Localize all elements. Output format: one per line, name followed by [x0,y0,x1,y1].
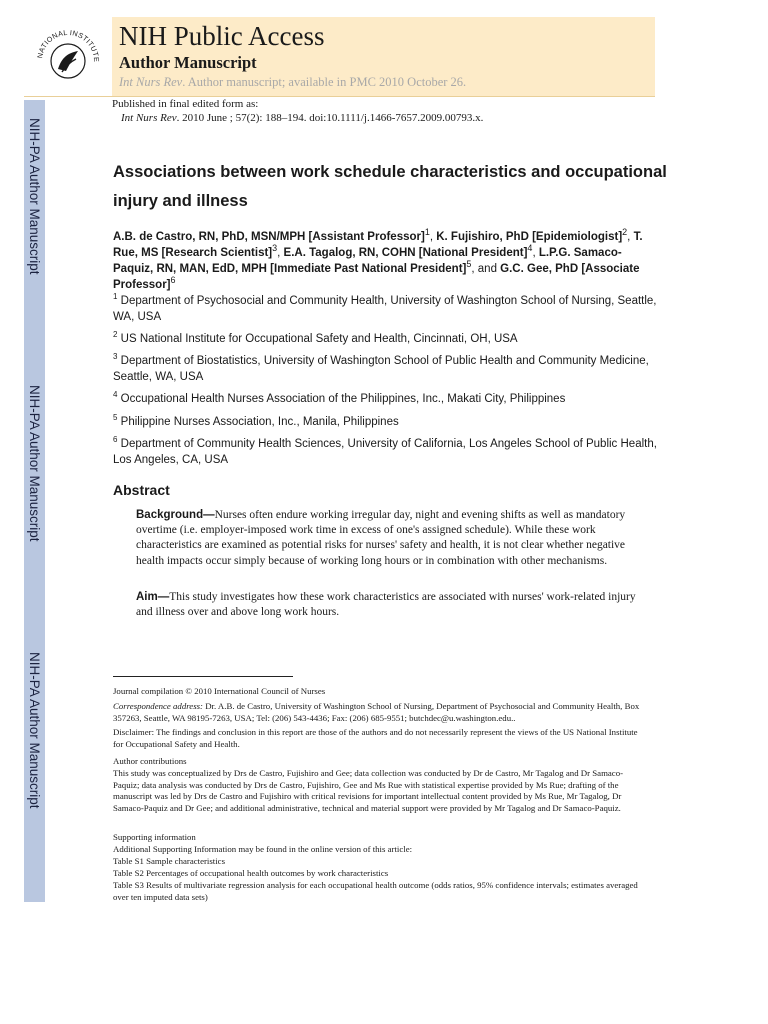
author-name: G.C. Gee, PhD [Associate Professor] [113,263,640,291]
affiliation-number: 6 [113,435,118,444]
author-list [113,229,661,293]
contributions-heading: Author contributions [113,756,187,766]
abstract-background [136,508,640,569]
footnote-divider [113,676,293,677]
author-affiliation-ref: 6 [170,275,176,286]
author-separator: , [532,247,539,259]
sidebar-label: NIH-PA Author Manuscript [27,117,42,275]
affiliation-text: Occupational Health Nurses Association of the Philippines, Inc., Makati City, Philippines [120,393,566,405]
correspondence [113,701,643,724]
author-affiliation-ref: 2 [622,227,628,238]
affiliation-text: Department of Community Health Sciences, University of California, Los Angeles School of Public Health, Los Angeles, CA, USA [113,438,657,466]
background-label: Background— [136,509,215,521]
contributions-text: This study was conceptualized by Drs de Castro, Fujishiro and Gee; data collection was conducted by Dr de Castro, Mr Tagalog and Dr Samaco-Paquiz; data analysis was conducted by Drs de Castro, Fujishiro, Gee and Ms Rue with statistical expertise provided by Ms Rue; drafting of the manuscript was led by Drs de Castro and Fujishiro with critical revisions for important intellectual content provided by Ms Rue, Mr Tagalog, Dr Samaco-Paquiz and Dr Gee; and additional administrative, technical and material support were provided by Mr Tagalog and Dr Samaco-Paquiz. [113,768,624,813]
published-label: Published in final edited form as: [112,98,259,110]
author-separator: , [429,231,437,243]
author-separator: , [277,247,284,259]
sidebar-label: NIH-PA Author Manuscript [27,384,42,542]
aim-text: This study investigates how these work characteristics are associated with nurses' work-related injury and illness over and above long work hours. [136,591,636,619]
author-name: E.A. Tagalog, RN, COHN [National President] [283,247,528,259]
author-name: A.B. de Castro, RN, PhD, MSN/MPH [Assistant Professor] [113,231,425,243]
affiliation [113,293,661,325]
journal-compilation: Journal compilation © 2010 International Council of Nurses [113,686,326,696]
affiliation-number: 3 [113,352,118,361]
author-affiliation-ref: 1 [424,227,430,238]
affiliation [113,414,661,430]
sidebar-label: NIH-PA Author Manuscript [27,651,42,809]
affiliation-text: Department of Biostatistics, University of Washington School of Public Health and Community Medicine, Seattle, WA, USA [113,355,649,383]
background-text: Nurses often endure working irregular day, night and evening shifts as well as mandatory overtime (i.e. employer-imposed work time in excess of one's assigned schedule). While these work characteristics are examined as potential risks for nurses' safety and health, it is not clear whether negative health impacts occur simply because of working long hours or in combination with other mechanisms. [136,509,626,567]
aim-label: Aim— [136,591,170,603]
supporting-heading: Supporting information [113,832,196,842]
affiliation [113,353,661,385]
author-affiliation-ref: 3 [272,243,278,254]
affiliation-number: 4 [113,390,118,399]
supporting-intro: Additional Supporting Information may be found in the online version of this article: [113,844,413,854]
affiliation [113,436,661,468]
table-s1: Table S1 Sample characteristics [113,856,225,866]
affiliation [113,391,661,407]
correspondence-label: Correspondence address: [113,701,203,711]
nih-public-access-title: NIH Public Access [119,21,325,51]
journal-name: Int Nurs Rev [119,75,183,89]
abstract-aim [136,590,640,620]
author-affiliation-ref: 4 [527,243,533,254]
availability-text: . Author manuscript; available in PMC 2010 October 26. [182,75,467,89]
citation-journal: Int Nurs Rev [121,112,177,124]
disclaimer: Disclaimer: The findings and conclusion in this report are those of the authors and do not necessarily represent the views of the US National Institute for Occupational Safety and Health. [113,727,638,749]
affiliation-number: 2 [113,330,118,339]
author-affiliation-ref: 5 [466,259,472,270]
author-manuscript-subtitle: Author Manuscript [119,53,257,72]
affiliation-number: 5 [113,413,118,422]
nih-seal-icon [24,17,112,96]
author-separator: , [627,231,634,243]
affiliation-number: 1 [113,292,118,301]
author-name: L.P.G. Samaco-Paquiz, RN, MAN, EdD, MPH [Immediate Past National President] [113,247,622,275]
affiliation [113,331,661,347]
affiliation-text: Philippine Nurses Association, Inc., Manila, Philippines [120,416,399,428]
article-title: Associations between work schedule characteristics and occupational injury and illness [113,163,667,210]
author-name: K. Fujishiro, PhD [Epidemiologist] [436,231,623,243]
table-s3: Table S3 Results of multivariate regression analysis for each occupational health outcome (odds ratios, 95% confidence intervals; estimates averaged over ten imputed data sets) [113,880,638,902]
author-name: T. Rue, MS [Research Scientist] [113,231,643,259]
table-s2: Table S2 Percentages of occupational health outcomes by work characteristics [113,868,389,878]
svg-text:NATIONAL INSTITUTES OF HEALTH: NATIONAL INSTITUTE [35,27,102,63]
citation [121,111,483,125]
availability-line [119,74,466,90]
affiliation-text: Department of Psychosocial and Community Health, University of Washington School of Nursing, Seattle, WA, USA [113,295,657,323]
abstract-heading: Abstract [113,482,170,498]
citation-details: . 2010 June ; 57(2): 188–194. doi:10.1111/j.1466-7657.2009.00793.x. [176,112,484,124]
author-separator: , and [471,263,501,275]
affiliation-text: US National Institute for Occupational Safety and Health, Cincinnati, OH, USA [120,333,518,345]
correspondence-text: Dr. A.B. de Castro, University of Washington School of Nursing, Department of Psychosocial and Community Health, Box 357263, Seattle, WA 98195-7263, USA; Tel: (206) 543-4436; Fax: (206) 685-9551; butchdec@u.washington.edu.. [113,701,640,723]
nih-logo [24,17,112,96]
